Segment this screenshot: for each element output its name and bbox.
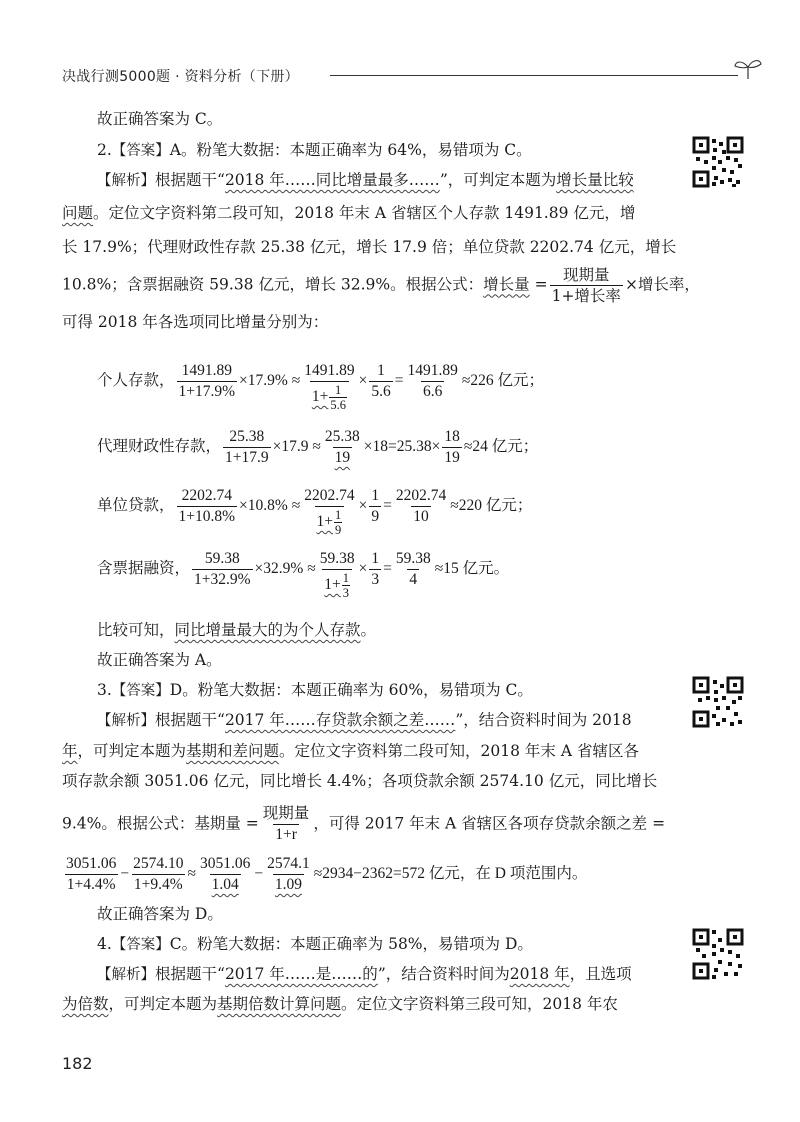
operator: −: [254, 865, 264, 883]
numerator: 2202.74: [181, 487, 232, 504]
calc-label: 含票据融资，: [97, 560, 191, 578]
numerator: 1: [377, 362, 385, 379]
text: 1+: [316, 513, 334, 531]
highlight-quote: 2018 年……同比增量最多……: [224, 171, 440, 189]
operator: ×18=25.38×: [363, 438, 441, 456]
leaf-sprout-icon: [730, 58, 766, 80]
qr-code-icon[interactable]: [692, 928, 744, 980]
question-number: 3.: [97, 681, 112, 699]
operator: ×: [358, 372, 368, 390]
fraction: [323, 428, 362, 467]
denominator: 10: [413, 508, 429, 525]
fraction: [265, 855, 312, 894]
denominator: 9: [335, 523, 342, 537]
qr-code-icon[interactable]: [692, 676, 744, 728]
q2-analysis-line-5: 可得 2018 年各选项同比增量分别为：: [62, 313, 329, 331]
fraction: [302, 487, 356, 537]
answer-text: D。粉笔大数据：本题正确率为 60%，易错项为 C。: [169, 681, 533, 699]
highlight-type: 基期倍数计算问题: [217, 995, 342, 1013]
answer-text: C。粉笔大数据：本题正确率为 58%，易错项为 D。: [169, 935, 533, 953]
qr-code-graphic: [692, 136, 744, 188]
header-rule: [330, 75, 738, 76]
operator: ×17.9% ≈: [239, 372, 301, 390]
numerator: 3051.06: [200, 855, 251, 872]
running-header: [62, 58, 762, 88]
numerator: 1: [335, 508, 342, 522]
highlight-text: 年: [62, 742, 78, 760]
fraction: [192, 550, 253, 589]
numerator: 18: [444, 428, 460, 445]
operator: ×: [358, 497, 368, 515]
text: ，可判定本题为: [77, 742, 187, 760]
numerator: 1491.89: [407, 362, 458, 379]
denominator: 1.09: [274, 876, 303, 893]
q2-conclusion: 故正确答案为 A。: [97, 651, 222, 669]
text: ”，结合资料时间为 2018: [455, 711, 632, 729]
text: ”，结合资料时间为: [377, 965, 510, 983]
q1-conclusion: 故正确答案为 C。: [97, 110, 223, 128]
highlight-quote: 2017 年……是……的: [224, 965, 378, 983]
highlight-type: 基期和差问题: [186, 742, 280, 760]
operator: =: [383, 497, 392, 515]
q3-analysis-line-3: 项存款余额 3051.06 亿元，同比增长 4.4%；各项贷款余额 2574.10 亿元，同比增长: [62, 772, 658, 790]
denominator: 3: [371, 571, 380, 588]
calc-personal-deposits: [97, 362, 544, 412]
calc-bill-financing: [97, 550, 509, 600]
book-title: 决战行测5000题 · 资料分析（下册）: [62, 69, 299, 85]
fraction: [394, 487, 448, 526]
text: 。定位文字资料第三段可知，2018 年农: [341, 995, 618, 1013]
text: 根据题干“: [155, 171, 225, 189]
denominator: [310, 381, 349, 412]
numerator: 1491.89: [181, 362, 232, 379]
result: ≈15 亿元。: [434, 560, 510, 578]
text: 根据题干“: [155, 711, 225, 729]
analysis-tag: 【解析】: [97, 173, 155, 189]
result: ≈2934−2362=572 亿元，在 D 项范围内。: [313, 865, 588, 883]
qr-code-graphic: [692, 928, 744, 980]
q2-analysis-line-4: 10.8%；含票据融资 59.38 亿元，增长 32.9%。根据公式：增长量 = $\frac{\text{现期量}}{\text{1+增长率}}$ ×增长率，: [62, 266, 700, 305]
calc-label: 个人存款，: [97, 372, 175, 390]
text: 根据题干“: [155, 965, 225, 983]
denominator: 1+9.4%: [133, 876, 183, 893]
numerator: 1: [335, 383, 342, 397]
q3-conclusion: 故正确答案为 D。: [97, 905, 223, 923]
denominator: 19: [444, 449, 460, 466]
denominator: 3: [342, 586, 350, 600]
answer-tag: 【答案】: [111, 143, 170, 159]
q2-analysis-line-3: 长 17.9%；代理财政性存款 25.38 亿元，增长 17.9 倍；单位贷款 2202.74 亿元，增长: [62, 238, 677, 256]
denominator: 19: [334, 449, 351, 466]
answer-text: A。粉笔大数据：本题正确率为 64%，易错项为 C。: [169, 141, 532, 159]
highlight-quote: 2017 年……存贷款余额之差……: [224, 711, 456, 729]
fraction: [198, 855, 252, 894]
fraction: [369, 550, 381, 589]
denominator: 5.6: [371, 383, 391, 400]
fraction: [394, 550, 433, 589]
result: ≈220 亿元；: [450, 497, 533, 515]
result: ≈24 亿元；: [463, 438, 539, 456]
fraction: [302, 362, 356, 412]
calc-agency-fiscal-deposits: [97, 428, 538, 467]
question-number: 2.: [97, 141, 112, 159]
fraction: [442, 428, 462, 467]
question-number: 4.: [97, 935, 112, 953]
analysis-tag: 【解析】: [97, 713, 155, 729]
numerator: 25.38: [324, 428, 360, 445]
denominator: 1.04: [211, 876, 239, 893]
operator: ≈: [187, 865, 197, 883]
denominator: [315, 506, 345, 537]
q2-comparison: [97, 620, 376, 640]
q2-answer-line: [97, 140, 532, 161]
operator: −: [120, 865, 130, 883]
highlight-type: 问题: [62, 204, 94, 222]
text: ×增长率，: [624, 275, 700, 294]
numerator: 59.38: [204, 550, 240, 567]
text: 10.8%；含票据融资 59.38 亿元，增长 32.9%。根据公式：: [62, 275, 484, 294]
denominator: 6.6: [422, 383, 443, 400]
highlight-type: 增长量比较: [556, 171, 634, 189]
operator: ×10.8% ≈: [239, 497, 301, 515]
numerator: 25.38: [229, 428, 265, 445]
denominator: [322, 569, 352, 600]
q3-analysis-line-1: [97, 710, 632, 731]
operator: ×17.9 ≈: [272, 438, 321, 456]
fraction: [223, 428, 271, 467]
numerator: 59.38: [395, 550, 431, 567]
text: 。定位文字资料第二段可知，2018 年末 A 省辖区个人存款 1491.89 亿元，增: [93, 204, 636, 222]
operator: =: [394, 372, 404, 390]
fraction: [405, 362, 459, 401]
growth-formula-fraction: [550, 266, 623, 305]
highlight-result: 同比增量最大的为个人存款: [174, 621, 361, 639]
sub-fraction: [342, 571, 350, 600]
q4-analysis-line-1: [97, 964, 632, 985]
denominator: 5.6: [330, 398, 346, 412]
text: 。: [360, 621, 377, 639]
fraction: [318, 550, 357, 600]
text: 9.4%。根据公式：基期量 =: [62, 814, 259, 833]
denominator: 1+17.9: [225, 449, 269, 466]
calc-label: 单位贷款，: [97, 497, 175, 515]
text: 。定位文字资料第二段可知，2018 年末 A 省辖区各: [279, 742, 639, 760]
highlight-text: 2018 年: [509, 965, 570, 983]
denominator: 1+4.4%: [66, 876, 116, 893]
denominator: 1+增长率: [551, 287, 621, 305]
denominator: 9: [371, 508, 380, 525]
operator: ×32.9% ≈: [254, 560, 316, 578]
result: ≈226 亿元；: [461, 372, 544, 390]
text: ，可判定本题为: [108, 995, 218, 1013]
answer-tag: 【答案】: [111, 937, 170, 953]
denominator: 1+r: [275, 826, 297, 843]
q3-answer-line: [97, 680, 533, 701]
text: ，可得 2017 年末 A 省辖区各项存贷款余额之差 =: [313, 814, 666, 833]
q3-analysis-line-4: [62, 805, 665, 844]
numerator: 现期量: [262, 805, 310, 822]
denominator: 1+32.9%: [194, 571, 251, 588]
numerator: 现期量: [563, 266, 610, 284]
qr-code-graphic: [692, 676, 744, 728]
numerator: 3051.06: [66, 855, 117, 872]
q4-answer-line: [97, 934, 533, 955]
qr-code-icon[interactable]: [692, 136, 744, 188]
fraction: [177, 487, 238, 526]
fraction: [131, 855, 185, 894]
operator: =: [383, 560, 392, 578]
formula-lhs: 增长量: [483, 275, 530, 294]
denominator: 1+17.9%: [178, 383, 236, 400]
calc-unit-loans: [97, 487, 532, 537]
text: 比较可知，: [97, 621, 175, 639]
base-formula-fraction: [261, 805, 312, 844]
sub-fraction: [334, 508, 342, 537]
numerator: 2574.1: [267, 855, 310, 872]
q3-analysis-line-2: [62, 741, 639, 761]
highlight-text: 为倍数: [62, 995, 109, 1013]
operator: ×: [358, 560, 368, 578]
calc-label: 代理财政性存款，: [97, 438, 222, 456]
fraction: [64, 855, 118, 894]
sub-fraction: [329, 383, 347, 412]
numerator: 1: [371, 550, 380, 567]
analysis-tag: 【解析】: [97, 967, 155, 983]
numerator: 2202.74: [395, 487, 447, 504]
text: ，且选项: [569, 965, 632, 983]
q2-analysis-line-1: [97, 170, 634, 191]
page-number: 182: [62, 1054, 93, 1073]
numerator: 59.38: [319, 550, 355, 567]
q2-analysis-line-2: [62, 203, 635, 223]
q4-analysis-line-2: [62, 994, 618, 1014]
numerator: 1491.89: [304, 362, 355, 379]
fraction: [369, 362, 392, 401]
denominator: 4: [409, 571, 418, 588]
text: ”，可判定本题为: [439, 171, 557, 189]
text: 1+: [324, 576, 341, 594]
numerator: 2202.74: [304, 487, 355, 504]
q3-calculation: [62, 855, 587, 894]
numerator: 2574.10: [133, 855, 184, 872]
numerator: 1: [342, 571, 350, 585]
denominator: 1+10.8%: [178, 508, 236, 525]
answer-tag: 【答案】: [111, 683, 170, 699]
text: 1+: [311, 388, 329, 406]
numerator: 1: [371, 487, 380, 504]
fraction: [369, 487, 381, 526]
fraction: [177, 362, 238, 401]
